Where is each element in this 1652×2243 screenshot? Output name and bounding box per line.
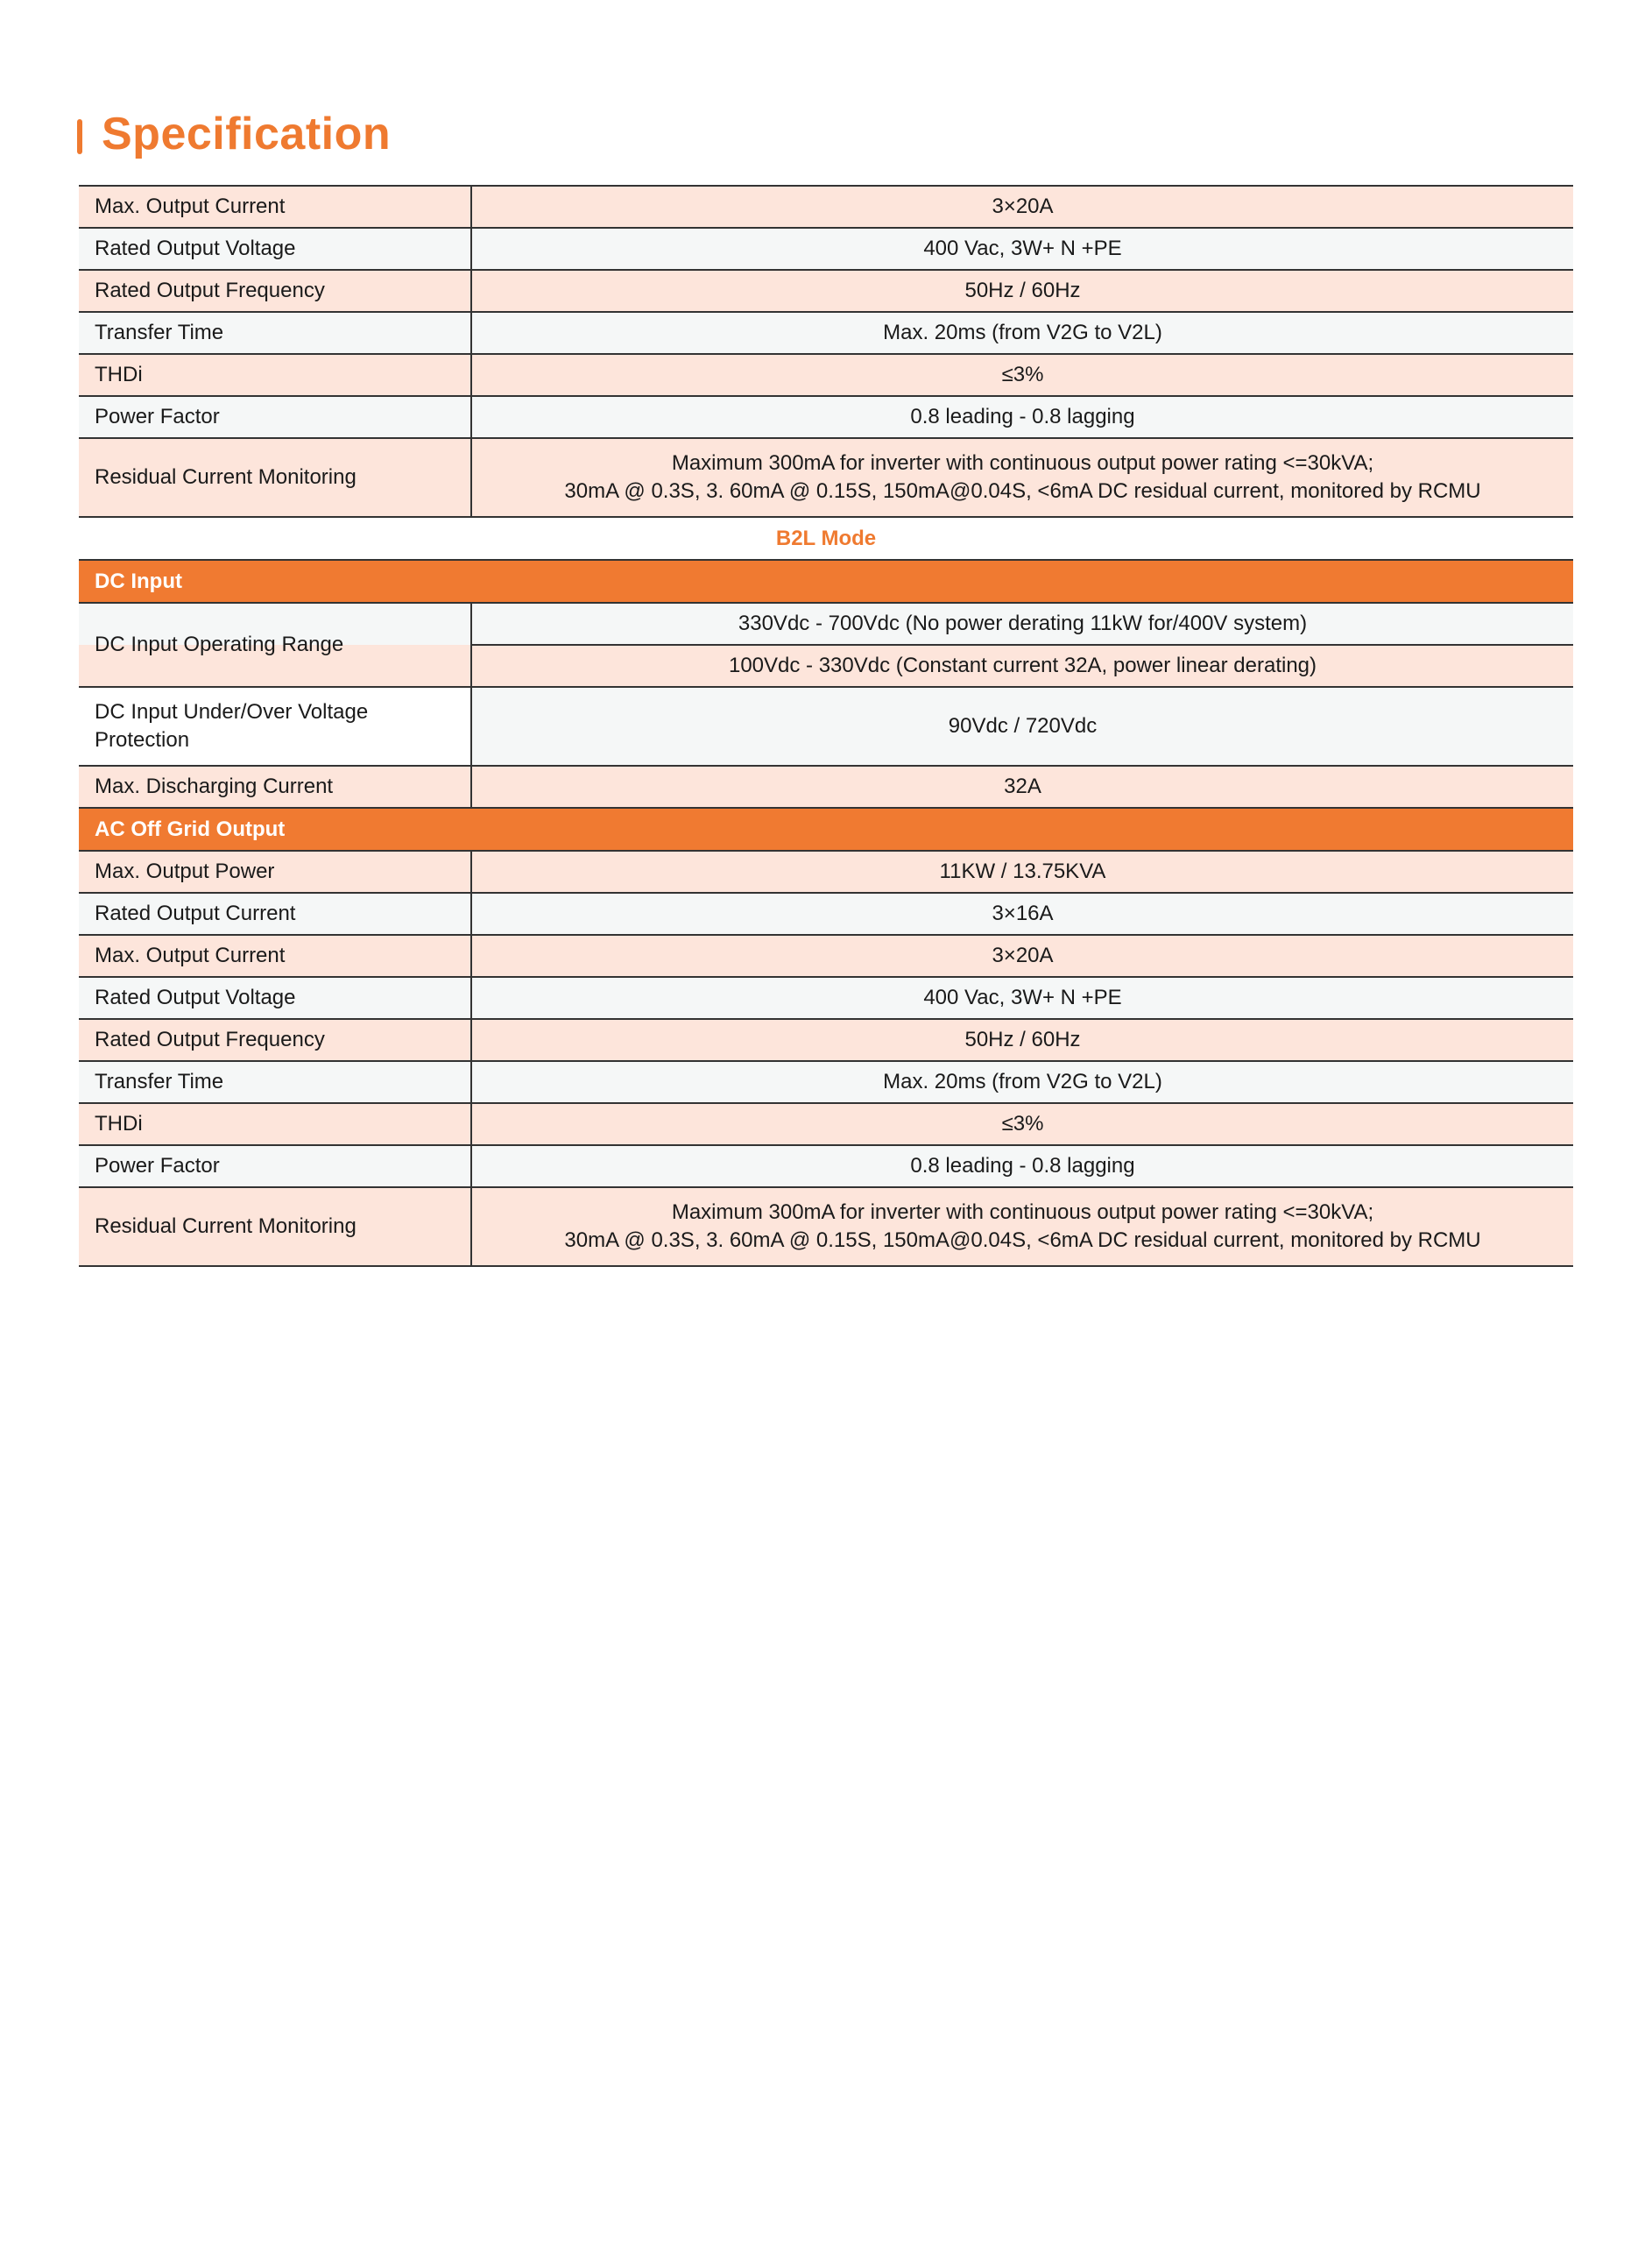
mode-row [79, 517, 1573, 560]
row-label: Transfer Time [79, 1061, 471, 1103]
row-value: 11KW / 13.75KVA [471, 851, 1573, 893]
table-row [79, 851, 1573, 893]
table-row [79, 1103, 1573, 1145]
table-row [79, 766, 1573, 808]
row-value: 100Vdc - 330Vdc (Constant current 32A, power linear derating) [471, 645, 1573, 687]
row-label: Max. Output Current [79, 186, 471, 228]
table-row [79, 935, 1573, 977]
row-value-line: 30mA @ 0.3S, 3. 60mA @ 0.15S, 150mA@0.04S, <6mA DC residual current, monitored by RCMU [564, 1228, 1481, 1252]
row-value: 400 Vac, 3W+ N +PE [471, 977, 1573, 1019]
row-value [471, 1187, 1573, 1266]
row-label: THDi [79, 1103, 471, 1145]
row-label: Rated Output Frequency [79, 1019, 471, 1061]
row-value: ≤3% [471, 1103, 1573, 1145]
section-header-dc-input [79, 560, 1573, 603]
row-label: Power Factor [79, 396, 471, 438]
table-row [79, 438, 1573, 517]
table-row [79, 1145, 1573, 1187]
title-accent-bar [77, 119, 82, 154]
row-value [471, 438, 1573, 517]
table-row [79, 687, 1573, 766]
row-label: Max. Output Power [79, 851, 471, 893]
table-row [79, 312, 1573, 354]
section-title: AC Off Grid Output [79, 808, 1573, 851]
row-value: 0.8 leading - 0.8 lagging [471, 396, 1573, 438]
row-value: Max. 20ms (from V2G to V2L) [471, 1061, 1573, 1103]
specification-table [79, 185, 1573, 1267]
table-row [79, 270, 1573, 312]
row-value: 330Vdc - 700Vdc (No power derating 11kW for/400V system) [471, 603, 1573, 645]
page-title-text: Specification [102, 109, 392, 159]
row-label: Rated Output Frequency [79, 270, 471, 312]
row-value-line: Maximum 300mA for inverter with continuous output power rating <=30kVA; [671, 451, 1374, 475]
row-value: 400 Vac, 3W+ N +PE [471, 228, 1573, 270]
table-row [79, 354, 1573, 396]
table-row [79, 228, 1573, 270]
row-value-line: 30mA @ 0.3S, 3. 60mA @ 0.15S, 150mA@0.04S, <6mA DC residual current, monitored by RCMU [564, 479, 1481, 503]
table-row [79, 1187, 1573, 1266]
row-value: Max. 20ms (from V2G to V2L) [471, 312, 1573, 354]
row-value: ≤3% [471, 354, 1573, 396]
row-value: 3×20A [471, 186, 1573, 228]
row-value: 3×20A [471, 935, 1573, 977]
row-label: Rated Output Voltage [79, 977, 471, 1019]
row-label: Residual Current Monitoring [79, 438, 471, 517]
table-row [79, 1019, 1573, 1061]
section-header-ac-off-grid-output [79, 808, 1573, 851]
row-label: Residual Current Monitoring [79, 1187, 471, 1266]
row-label: Rated Output Current [79, 893, 471, 935]
row-value: 50Hz / 60Hz [471, 1019, 1573, 1061]
row-label: Power Factor [79, 1145, 471, 1187]
row-label: Transfer Time [79, 312, 471, 354]
row-value-line: Maximum 300mA for inverter with continuous output power rating <=30kVA; [671, 1200, 1374, 1224]
row-value: 50Hz / 60Hz [471, 270, 1573, 312]
section-title: DC Input [79, 560, 1573, 603]
row-value: 0.8 leading - 0.8 lagging [471, 1145, 1573, 1187]
row-label: DC Input Under/Over Voltage Protection [79, 687, 471, 766]
row-label: Rated Output Voltage [79, 228, 471, 270]
row-label: THDi [79, 354, 471, 396]
table-row [79, 893, 1573, 935]
row-value: 32A [471, 766, 1573, 808]
mode-label: B2L Mode [79, 517, 1573, 560]
row-label: DC Input Operating Range [79, 603, 471, 687]
row-value: 3×16A [471, 893, 1573, 935]
table-row [79, 186, 1573, 228]
row-label: Max. Output Current [79, 935, 471, 977]
row-label: Max. Discharging Current [79, 766, 471, 808]
page-title [77, 103, 391, 165]
table-row [79, 977, 1573, 1019]
row-value: 90Vdc / 720Vdc [471, 687, 1573, 766]
table-row [79, 1061, 1573, 1103]
table-row [79, 396, 1573, 438]
table-row [79, 603, 1573, 645]
